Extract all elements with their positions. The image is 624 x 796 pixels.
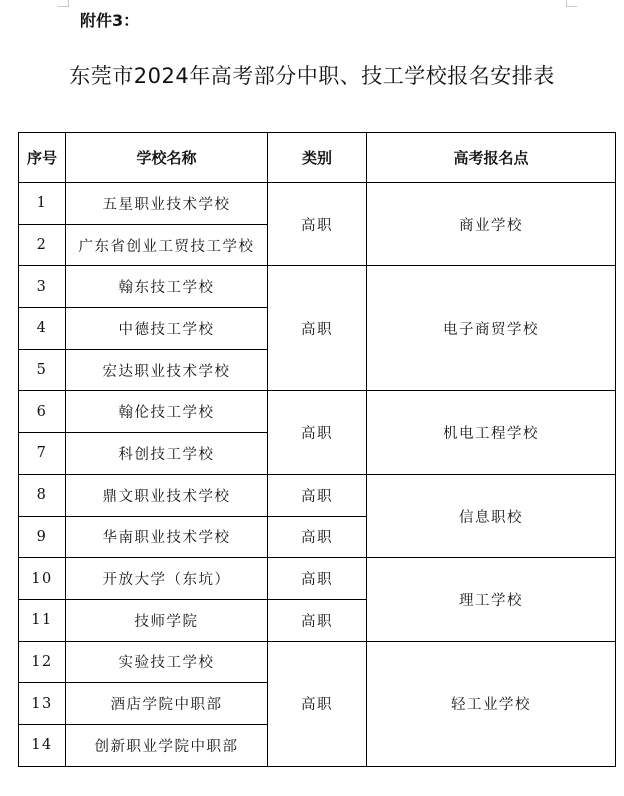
- table-row: [19, 558, 616, 600]
- row-number: 14: [19, 724, 66, 766]
- school-name: 鼎文职业技术学校: [66, 474, 268, 516]
- table-row: [19, 474, 616, 516]
- category-cell: 高职: [268, 266, 367, 391]
- category-cell: 高职: [268, 391, 367, 474]
- row-number: 13: [19, 683, 66, 725]
- school-name: 技师学院: [66, 599, 268, 641]
- registration-table: [18, 132, 616, 767]
- category-cell: 高职: [268, 516, 367, 558]
- row-number: 12: [19, 641, 66, 683]
- row-number: 4: [19, 308, 66, 350]
- school-name: 五星职业技术学校: [66, 183, 268, 225]
- category-cell: 高职: [268, 641, 367, 766]
- margin-mark-left: [58, 0, 69, 7]
- row-number: 5: [19, 349, 66, 391]
- table-row: [19, 266, 616, 308]
- header-registration-site: 高考报名点: [367, 133, 616, 183]
- row-number: 3: [19, 266, 66, 308]
- category-cell: 高职: [268, 474, 367, 516]
- row-number: 11: [19, 599, 66, 641]
- table-row: [19, 391, 616, 433]
- school-name: 华南职业技术学校: [66, 516, 268, 558]
- school-name: 翰伦技工学校: [66, 391, 268, 433]
- school-name: 开放大学（东坑）: [66, 558, 268, 600]
- school-name: 酒店学院中职部: [66, 683, 268, 725]
- school-name: 实验技工学校: [66, 641, 268, 683]
- school-name: 科创技工学校: [66, 433, 268, 475]
- row-number: 7: [19, 433, 66, 475]
- row-number: 8: [19, 474, 66, 516]
- margin-mark-right: [566, 0, 577, 7]
- school-name: 广东省创业工贸技工学校: [66, 224, 268, 266]
- registration-site: 电子商贸学校: [367, 266, 616, 391]
- registration-site: 机电工程学校: [367, 391, 616, 474]
- school-name: 翰东技工学校: [66, 266, 268, 308]
- category-cell: 高职: [268, 599, 367, 641]
- registration-site: 信息职校: [367, 474, 616, 557]
- attachment-label: 附件3：: [80, 11, 140, 30]
- table-header-row: [19, 133, 616, 183]
- table-row: [19, 183, 616, 225]
- registration-site: 轻工业学校: [367, 641, 616, 766]
- table-row: [19, 641, 616, 683]
- school-name: 宏达职业技术学校: [66, 349, 268, 391]
- registration-site: 理工学校: [367, 558, 616, 641]
- header-school-name: 学校名称: [66, 133, 268, 183]
- school-name: 中德技工学校: [66, 308, 268, 350]
- category-cell: 高职: [268, 183, 367, 266]
- row-number: 9: [19, 516, 66, 558]
- registration-site: 商业学校: [367, 183, 616, 266]
- row-number: 6: [19, 391, 66, 433]
- category-cell: 高职: [268, 558, 367, 600]
- page-title: 东莞市2024年高考部分中职、技工学校报名安排表: [69, 64, 555, 88]
- row-number: 1: [19, 183, 66, 225]
- row-number: 2: [19, 224, 66, 266]
- row-number: 10: [19, 558, 66, 600]
- header-number: 序号: [19, 133, 66, 183]
- school-name: 创新职业学院中职部: [66, 724, 268, 766]
- header-category: 类别: [268, 133, 367, 183]
